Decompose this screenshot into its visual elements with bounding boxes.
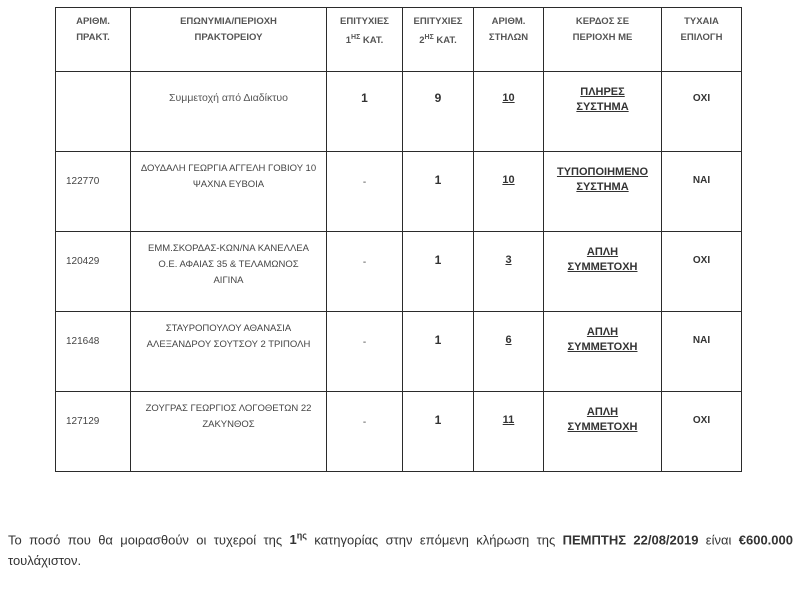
winners-table bbox=[55, 7, 742, 472]
table-row bbox=[56, 152, 742, 232]
columns-count bbox=[474, 392, 544, 472]
agency-code-text: 127129 bbox=[66, 416, 100, 427]
header-sup: ΗΣ bbox=[424, 34, 434, 41]
header-text: ΕΠΙΤΥΧΙΕΣ bbox=[340, 16, 389, 27]
random-pick bbox=[662, 72, 742, 152]
random-pick bbox=[662, 152, 742, 232]
columns-link[interactable]: 11 bbox=[502, 414, 515, 426]
header-text: ΕΠΙΤΥΧΙΕΣ bbox=[413, 16, 463, 27]
win-type-line: ΣΥΜΜΕΤΟΧΗ bbox=[567, 261, 638, 273]
win-type bbox=[544, 232, 662, 312]
header-agency-number bbox=[56, 8, 131, 72]
win-type-link[interactable] bbox=[576, 86, 628, 113]
header-tail: ΚΑΤ. bbox=[360, 35, 384, 47]
first-category-wins bbox=[327, 312, 403, 392]
random-pick-value: ΟΧΙ bbox=[692, 93, 711, 104]
second-category-value: 1 bbox=[434, 253, 442, 267]
header-win-type bbox=[544, 8, 662, 72]
second-category-wins bbox=[403, 312, 474, 392]
first-category-wins bbox=[327, 72, 403, 152]
header-first-category bbox=[327, 8, 403, 72]
second-category-value: 1 bbox=[434, 333, 442, 347]
first-category-value: - bbox=[362, 337, 367, 348]
random-pick-value: ΝΑΙ bbox=[692, 335, 711, 346]
header-text: ΑΡΙΘΜ. bbox=[491, 16, 526, 27]
agency-code-text: 122770 bbox=[66, 176, 100, 187]
random-pick bbox=[662, 232, 742, 312]
note-text: τουλάχιστον. bbox=[8, 553, 82, 569]
header-text: ΕΠΙΛΟΓΗ bbox=[680, 32, 723, 43]
win-type-line: ΣΥΣΤΗΜΑ bbox=[576, 101, 629, 113]
note-category bbox=[289, 532, 306, 547]
note-text: κατηγορίας στην επόμενη κλήρωση της bbox=[306, 532, 563, 548]
columns-link[interactable]: 6 bbox=[505, 334, 512, 346]
first-category-value: - bbox=[362, 257, 367, 268]
win-type-line: ΑΠΛΗ bbox=[586, 246, 619, 258]
note-text: Το ποσό που θα μοιρασθούν οι τυχεροί της bbox=[8, 532, 290, 548]
random-pick-value: ΟΧΙ bbox=[692, 415, 711, 426]
agency-name-line: ΑΙΓΙΝΑ bbox=[213, 275, 244, 286]
agency-name bbox=[131, 232, 327, 312]
agency-code bbox=[56, 72, 131, 152]
random-pick bbox=[662, 312, 742, 392]
agency-name bbox=[131, 312, 327, 392]
columns-count bbox=[474, 312, 544, 392]
header-text: ΑΡΙΘΜ. bbox=[76, 16, 110, 27]
agency-name-line: ΖΟΥΓΡΑΣ ΓΕΩΡΓΙΟΣ ΛΟΓΟΘΕΤΩΝ 22 bbox=[145, 403, 312, 414]
first-category-wins bbox=[327, 392, 403, 472]
header-text: ΕΠΩΝΥΜΙΑ/ΠΕΡΙΟΧΗ bbox=[180, 16, 277, 27]
header-num: 2 bbox=[419, 35, 425, 47]
table-row bbox=[56, 72, 742, 152]
win-type-link[interactable] bbox=[568, 246, 638, 273]
win-type bbox=[544, 152, 662, 232]
header-text: ΚΕΡΔΟΣ ΣΕ bbox=[575, 16, 630, 27]
win-type-line: ΣΥΜΜΕΤΟΧΗ bbox=[567, 341, 638, 353]
win-type-line: ΑΠΛΗ bbox=[586, 406, 619, 418]
header-text: ΣΤΗΛΩΝ bbox=[488, 32, 529, 43]
header-random-pick bbox=[662, 8, 742, 72]
header-text: ΤΥΧΑΙΑ bbox=[684, 16, 719, 27]
header-tail: ΚΑΤ. bbox=[433, 35, 457, 47]
agency-code-text: 120429 bbox=[66, 256, 100, 267]
second-category-value: 9 bbox=[434, 91, 442, 105]
header-agency-name bbox=[131, 8, 327, 72]
note-draw-date: ΠΕΜΠΤΗΣ 22/08/2019 bbox=[562, 532, 699, 548]
header-text: ΠΕΡΙΟΧΗ ΜΕ bbox=[572, 32, 633, 43]
header-sup: ΗΣ bbox=[351, 34, 361, 41]
note-text: είναι bbox=[698, 532, 739, 548]
second-category-wins bbox=[403, 72, 474, 152]
agency-name-line: ΔΟΥΔΑΛΗ ΓΕΩΡΓΙΑ ΑΓΓΕΛΗ ΓΟΒΙΟΥ 10 bbox=[140, 163, 317, 174]
agency-name-line: ΕΜΜ.ΣΚΟΡΔΑΣ-ΚΩΝ/ΝΑ ΚΑΝΕΛΛΕΑ bbox=[148, 243, 309, 254]
win-type bbox=[544, 312, 662, 392]
agency-name-line: ΨΑΧΝΑ ΕΥΒΟΙΑ bbox=[192, 179, 265, 190]
table-row bbox=[56, 232, 742, 312]
columns-count bbox=[474, 232, 544, 312]
agency-name bbox=[131, 392, 327, 472]
agency-name-line: ΑΛΕΞΑΝΔΡΟΥ ΣΟΥΤΣΟΥ 2 ΤΡΙΠΟΛΗ bbox=[146, 339, 311, 350]
note-category-num: 1 bbox=[289, 532, 297, 548]
agency-name-line: ΖΑΚΥΝΘΟΣ bbox=[202, 419, 255, 430]
columns-count bbox=[474, 152, 544, 232]
win-type-line: ΣΥΣΤΗΜΑ bbox=[576, 181, 629, 193]
agency-code bbox=[56, 312, 131, 392]
agency-code bbox=[56, 152, 131, 232]
agency-code bbox=[56, 392, 131, 472]
second-category-wins bbox=[403, 232, 474, 312]
agency-code-text: 121648 bbox=[66, 336, 100, 347]
win-type-link[interactable] bbox=[557, 166, 648, 193]
first-category-wins bbox=[327, 232, 403, 312]
header-text: ΠΡΑΚΤΟΡΕΙΟΥ bbox=[194, 32, 263, 43]
header-second-category bbox=[403, 8, 474, 72]
columns-link[interactable]: 3 bbox=[505, 254, 512, 266]
first-category-value: - bbox=[362, 177, 367, 188]
agency-name bbox=[131, 72, 327, 152]
header-text: ΠΡΑΚΤ. bbox=[76, 32, 110, 43]
table-row bbox=[56, 312, 742, 392]
first-category-value: 1 bbox=[361, 91, 368, 105]
second-category-wins bbox=[403, 152, 474, 232]
win-type-link[interactable] bbox=[568, 406, 638, 433]
win-type-link[interactable] bbox=[568, 326, 638, 353]
agency-name bbox=[131, 152, 327, 232]
agency-name-line: Ο.Ε. ΑΦΑΙΑΣ 35 & ΤΕΛΑΜΩΝΟΣ bbox=[158, 259, 299, 270]
columns-link[interactable]: 10 bbox=[502, 174, 515, 186]
random-pick-value: ΝΑΙ bbox=[692, 175, 711, 186]
agency-code bbox=[56, 232, 131, 312]
header-columns bbox=[474, 8, 544, 72]
agency-name-line: ΣΤΑΥΡΟΠΟΥΛΟΥ ΑΘΑΝΑΣΙΑ bbox=[165, 323, 292, 334]
header-text bbox=[403, 30, 473, 49]
win-type-line: ΤΥΠΟΠΟΙΗΜΕΝΟ bbox=[556, 166, 649, 178]
win-type bbox=[544, 72, 662, 152]
jackpot-note bbox=[8, 526, 793, 571]
note-amount: €600.000 bbox=[738, 532, 793, 548]
second-category-value: 1 bbox=[434, 173, 442, 187]
table-header-row bbox=[56, 8, 742, 72]
win-type-line: ΠΛΗΡΕΣ bbox=[580, 86, 625, 98]
random-pick-value: ΟΧΙ bbox=[692, 255, 711, 266]
agency-name-line: Συμμετοχή από Διαδίκτυο bbox=[169, 92, 288, 104]
first-category-value: - bbox=[362, 417, 367, 428]
table-row bbox=[56, 392, 742, 472]
win-type-line: ΑΠΛΗ bbox=[586, 326, 619, 338]
columns-link[interactable]: 10 bbox=[502, 92, 515, 104]
first-category-wins bbox=[327, 152, 403, 232]
win-type-line: ΣΥΜΜΕΤΟΧΗ bbox=[567, 421, 638, 433]
columns-count bbox=[474, 72, 544, 152]
header-text bbox=[327, 30, 402, 49]
second-category-value: 1 bbox=[434, 413, 442, 427]
header-num: 1 bbox=[345, 35, 352, 47]
second-category-wins bbox=[403, 392, 474, 472]
win-type bbox=[544, 392, 662, 472]
random-pick bbox=[662, 392, 742, 472]
note-category-sup: ης bbox=[296, 531, 307, 541]
